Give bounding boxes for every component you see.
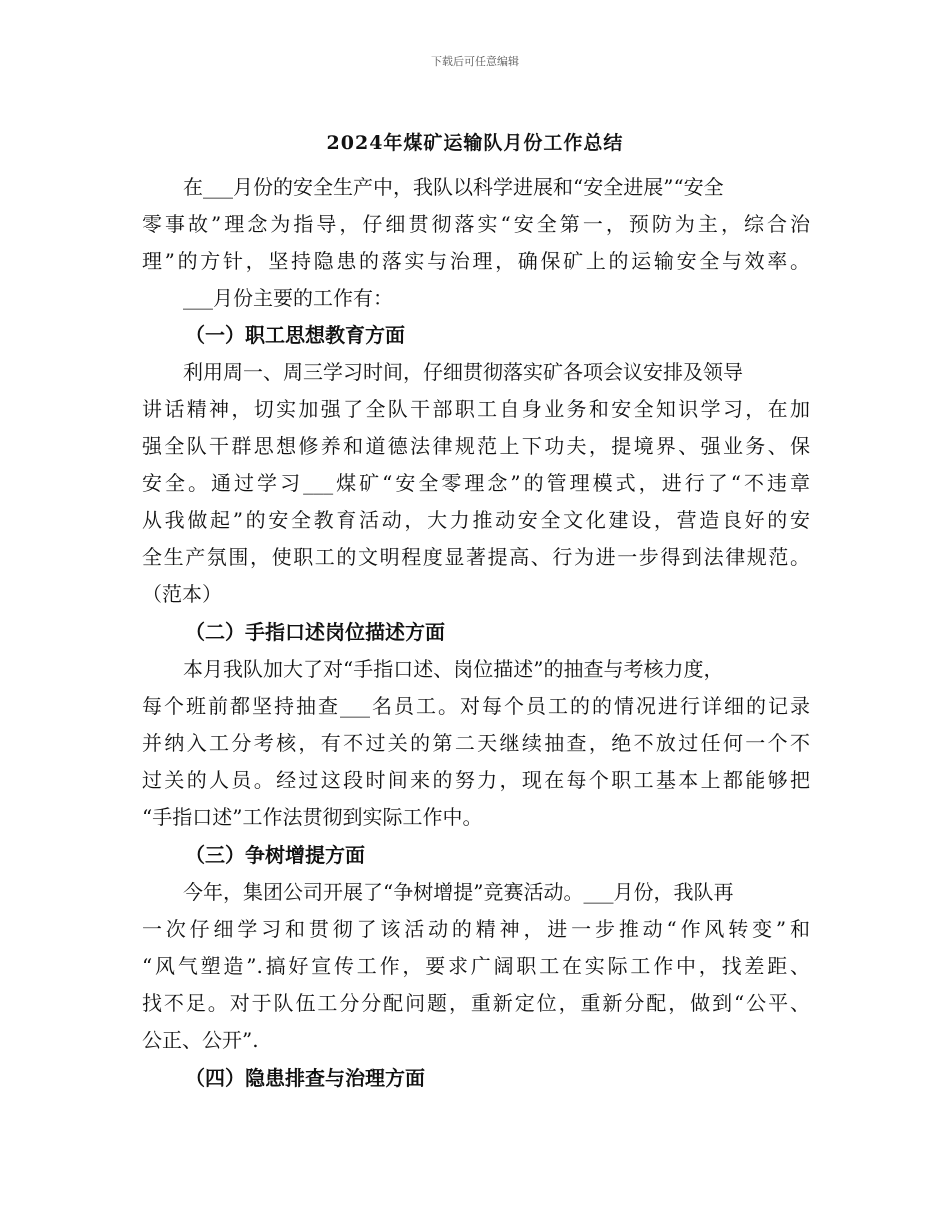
body-line: 公正、公开”. <box>142 1028 259 1052</box>
body-line: （范本） <box>142 582 222 606</box>
body-line: 讲话精神，切实加强了全队干部职工自身业务和安全知识学习，在加 <box>142 397 810 421</box>
body-line: 从我做起”的安全教育活动，大力推动安全文化建设，营造良好的安 <box>142 508 810 532</box>
body-line: 并纳入工分考核，有不过关的第二天继续抽查，绝不放过任何一个不 <box>142 731 810 755</box>
section-heading: （一）职工思想教育方面 <box>185 323 405 347</box>
document-title: 2024年煤矿运输队月份工作总结 <box>326 132 624 154</box>
body-line: 零事故”理念为指导，仔细贯彻落实“安全第一，预防为主，综合治 <box>142 212 810 236</box>
body-line: 找不足。对于队伍工分分配问题，重新定位，重新分配，做到“公平、 <box>142 991 810 1015</box>
section-heading: （三）争树增提方面 <box>185 843 365 867</box>
body-line: 过关的人员。经过这段时间来的努力，现在每个职工基本上都能够把 <box>142 768 810 792</box>
body-line: 一次仔细学习和贯彻了该活动的精神，进一步推动“作风转变”和 <box>142 917 810 941</box>
body-line: 全生产氛围，使职工的文明程度显著提高、行为进一步得到法律规范。 <box>142 545 810 569</box>
header-note: 下载后可任意编辑 <box>431 55 519 68</box>
body-line: 在___月份的安全生产中，我队以科学进展和“安全进展”“安全 <box>183 175 724 199</box>
body-line: ___月份主要的工作有： <box>183 286 393 310</box>
section-heading: （二）手指口述岗位描述方面 <box>185 620 445 644</box>
body-line: 强全队干群思想修养和道德法律规范上下功夫，提境界、强业务、保 <box>142 434 810 458</box>
body-line: 安全。通过学习___煤矿“安全零理念”的管理模式，进行了“不违章 <box>142 471 810 495</box>
body-line: 本月我队加大了对“手指口述、岗位描述”的抽查与考核力度， <box>183 657 724 681</box>
section-heading: （四）隐患排查与治理方面 <box>185 1066 425 1090</box>
body-line: 利用周一、周三学习时间，仔细贯彻落实矿各项会议安排及领导 <box>183 360 743 384</box>
body-line: 理”的方针，坚持隐患的落实与治理，确保矿上的运输安全与效率。 <box>142 249 810 273</box>
body-line: “风气塑造”.搞好宣传工作，要求广阔职工在实际工作中，找差距、 <box>142 954 810 978</box>
body-line: 今年，集团公司开展了“争树增提”竞赛活动。___月份，我队再 <box>183 880 734 904</box>
body-line: 每个班前都坚持抽查___名员工。对每个员工的的情况进行详细的记录 <box>142 694 810 718</box>
body-line: “手指口述”工作法贯彻到实际工作中。 <box>142 805 483 829</box>
